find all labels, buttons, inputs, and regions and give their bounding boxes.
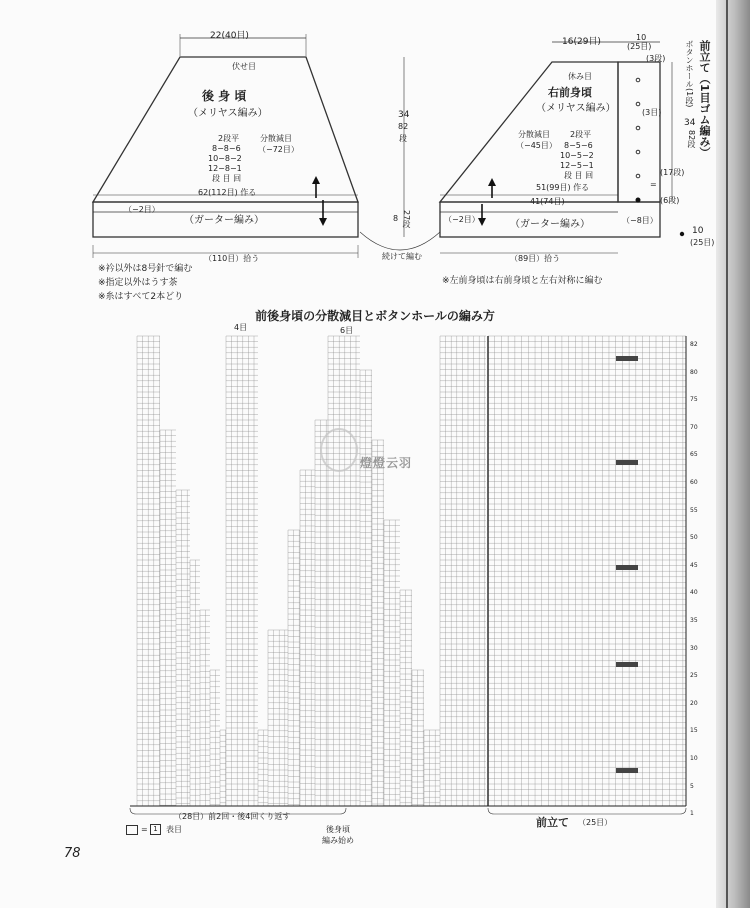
- back-dec-legend: 段 目 回: [212, 174, 242, 183]
- height-cm: 34: [398, 110, 410, 120]
- height-rows: 82: [398, 122, 409, 131]
- legend-text: 表目: [166, 825, 182, 834]
- row-number: 20: [690, 699, 698, 707]
- buttonhole-row: [616, 460, 638, 465]
- legend-equals: =: [141, 825, 148, 834]
- chart-start-label: 後身頃: [326, 825, 350, 834]
- buttonhole-spacing-4: (6段): [660, 196, 680, 205]
- book-spine-shadow: [716, 0, 750, 908]
- chart-label-4-stitches: 4目: [234, 323, 248, 332]
- note-left-front: ※左前身頃は右前身頃と左右対称に編む: [442, 276, 603, 286]
- buttonhole-mark: =: [650, 180, 657, 189]
- buttonhole-spacing-1: (3段): [646, 54, 666, 63]
- row-number: 30: [690, 644, 698, 652]
- row-number: 15: [690, 727, 698, 735]
- band-rows: 82段: [687, 130, 696, 149]
- border-rows: 27段: [402, 210, 411, 229]
- row-number: 70: [690, 423, 698, 431]
- row-number: 50: [690, 534, 698, 542]
- band-bracket: [488, 808, 686, 814]
- front-pattern: （メリヤス編み）: [536, 103, 616, 114]
- book-spine-line: [726, 0, 728, 908]
- note-yarn: ※糸はすべて2本どり: [98, 292, 184, 302]
- front-dec-head-2: 2段平: [570, 130, 592, 139]
- join-label: 続けて編む: [382, 252, 422, 261]
- buttonhole-2: [636, 102, 640, 106]
- back-panel-title: 後 身 頃: [202, 89, 247, 103]
- buttonhole-row: [616, 662, 638, 667]
- row-number: 10: [690, 755, 698, 762]
- front-rest: 休み目: [568, 72, 592, 81]
- legend-box: [126, 825, 138, 835]
- front-dec-row-2: 10−5−2: [560, 151, 594, 160]
- row-number: 80: [690, 368, 698, 376]
- back-dec-row-2: 10−8−2: [208, 154, 242, 163]
- row-number: 25: [690, 672, 698, 680]
- back-dec-head-1: 2段平: [218, 134, 240, 143]
- buttonhole-spacing-3: (17段): [660, 168, 685, 177]
- border-height: 8: [393, 214, 399, 223]
- front-cast-on: 51(99目) 作る: [536, 183, 590, 192]
- front-dec-legend: 段 目 回: [564, 171, 594, 180]
- band-bottom-width: 10: [692, 226, 704, 236]
- buttonhole-1: [636, 78, 640, 82]
- back-top-width: 22(40目): [210, 31, 249, 41]
- back-dec-head-2: 分散減目: [260, 134, 292, 143]
- front-dec-note-2: （−8目）: [622, 216, 658, 225]
- front-band-count: (25目): [627, 42, 652, 51]
- front-dec-head-1: 分散減目: [518, 130, 550, 139]
- legend-symbol: 1: [150, 824, 161, 835]
- back-dec-row-3: 12−8−1: [208, 164, 242, 173]
- row-number: 35: [690, 617, 698, 624]
- front-top-width: 16(29目): [562, 37, 601, 47]
- back-cast-on: 62(112目) 作る: [198, 188, 257, 197]
- back-dec-head-3: （−72目）: [258, 145, 299, 154]
- note-color: ※指定以外はうす茶: [98, 278, 178, 288]
- band-height: 34: [684, 118, 696, 128]
- buttonhole-spacing-2: (3目): [642, 108, 662, 117]
- buttonhole-4: [636, 150, 640, 154]
- buttonhole-label: ボタンホール(1段): [685, 40, 694, 108]
- row-number: 60: [690, 479, 698, 486]
- row-number: 55: [690, 506, 698, 514]
- band-bottom-count: (25目): [690, 238, 715, 247]
- page-number: 78: [64, 846, 81, 861]
- note-needles: ※衿以外は8号針で編む: [98, 264, 193, 274]
- row-number: 40: [690, 589, 698, 597]
- button-mark: [636, 198, 641, 203]
- front-panel-title: 右前身頃: [548, 86, 592, 99]
- buttonhole-3: [636, 126, 640, 130]
- back-bind-off: 伏せ目: [232, 62, 256, 71]
- row-number: 5: [690, 782, 694, 790]
- knitting-chart: [0, 330, 716, 840]
- front-band-title: 前立て（1目ゴム編み）: [698, 40, 711, 158]
- back-dec-note: （−2目）: [124, 205, 160, 214]
- row-number: 82: [690, 341, 698, 348]
- back-pickup: （110目）拾う: [204, 254, 260, 263]
- chart-title: 前後身頃の分散減目とボタンホールの編み方: [255, 309, 495, 323]
- buttonhole-row: [616, 356, 638, 361]
- chart-band-count: （25目）: [578, 818, 613, 827]
- buttonhole-row: [616, 565, 638, 570]
- front-dec-note: （−2目）: [444, 215, 480, 224]
- chart-start-label-2: 編み始め: [322, 836, 354, 845]
- watermark-text: 燈燈云羽: [360, 456, 413, 470]
- back-border-label: （ガーター編み）: [184, 215, 264, 226]
- front-cast-on-2: 41(74目): [530, 197, 565, 206]
- chart-bottom-label: （28目）前2回・後4回くり返す: [174, 812, 291, 821]
- watermark-logo: [320, 428, 358, 472]
- buttonhole-row: [616, 768, 638, 773]
- schematic-diagrams: [0, 0, 716, 300]
- front-dec-row-1: 8−5−6: [564, 141, 593, 150]
- row-number: 75: [690, 396, 698, 404]
- front-band-width: 10: [636, 33, 647, 42]
- chart-label-6-stitches: 6目: [340, 326, 354, 335]
- front-pickup: （89目）拾う: [510, 254, 561, 263]
- back-dec-row-1: 8−8−6: [212, 144, 241, 153]
- row-number: 65: [690, 451, 698, 459]
- height-unit: 段: [399, 134, 407, 143]
- chart-band-label: 前立て: [536, 816, 569, 829]
- front-dec-row-3: 12−5−1: [560, 161, 594, 170]
- buttonhole-5: [636, 174, 640, 178]
- back-pattern: （メリヤス編み）: [188, 108, 268, 119]
- front-border-label: （ガーター編み）: [510, 219, 590, 230]
- row-number: 45: [690, 561, 698, 569]
- front-dec-head-3: （−45目）: [516, 141, 557, 150]
- row-number: 1: [690, 810, 694, 818]
